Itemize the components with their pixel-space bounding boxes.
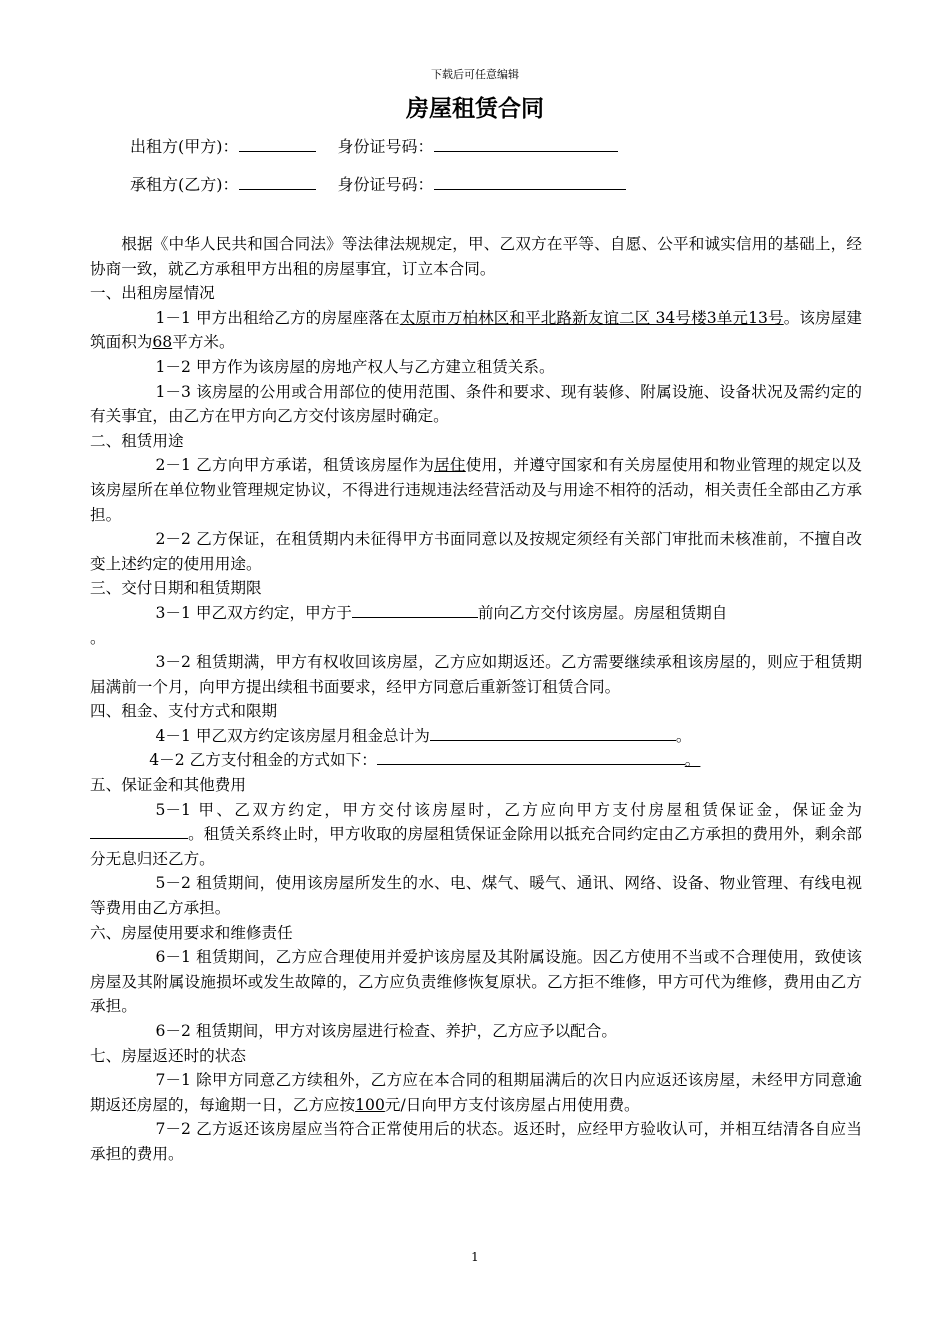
lessor-label: 出租方(甲方)： — [130, 137, 239, 156]
section-2-title: 二、租赁用途 — [90, 431, 184, 450]
property-use: 居住 — [434, 456, 466, 475]
property-area: 68 — [152, 333, 173, 352]
clause-3-2: 3－2 租赁期满，甲方有权收回该房屋，乙方应如期返还。乙方需要继续承租该房屋的，则应于租赁期届满前一个月，向甲方提出续租书面要求，经甲方同意后重新签订租赁合同。 — [90, 653, 862, 696]
deposit-field[interactable] — [90, 823, 188, 839]
page-number: 1 — [471, 1250, 479, 1264]
lessee-id-field[interactable] — [434, 175, 626, 190]
intro-paragraph: 根据《中华人民共和国合同法》等法律法规规定，甲、乙双方在平等、自愿、公平和诚实信用的基础上，经协商一致，就乙方承租甲方出租的房屋事宜，订立本合同。 — [90, 235, 862, 278]
section-4-title: 四、租金、支付方式和限期 — [90, 702, 278, 721]
section-7-title: 七、房屋返还时的状态 — [90, 1046, 246, 1065]
clause-4-2: 4－2 乙方支付租金的方式如下： 。 — [149, 751, 701, 770]
clause-1-3: 1－3 该房屋的公用或合用部位的使用范围、条件和要求、现有装修、附属设施、设备状况及需约定的有关事宜，由乙方在甲方向乙方交付该房屋时确定。 — [90, 382, 862, 426]
clause-2-1: 2－1 乙方向甲方承诺，租赁该房屋作为居住使用，并遵守国家和有关房屋使用和物业管理的规定以及该房屋所在单位物业管理规定协议，不得进行违规违法经营活动及与用途不相符的活动，相关责任全部由乙方承担。 — [90, 456, 862, 524]
section-6-title: 六、房屋使用要求和维修责任 — [90, 923, 293, 942]
overdue-fee: 100 — [355, 1095, 385, 1114]
clause-7-1: 7－1 除甲方同意乙方续租外，乙方应在本合同的租期届满后的次日内应返还该房屋，未经甲方同意逾期返还房屋的，每逾期一日，乙方应按100元/日向甲方支付该房屋占用使用费。 — [90, 1071, 862, 1114]
clause-6-2: 6－2 租赁期间，甲方对该房屋进行检查、养护，乙方应予以配合。 — [155, 1022, 617, 1040]
lessor-line — [130, 134, 618, 157]
delivery-date-field[interactable] — [352, 602, 478, 618]
clause-6-1: 6－1 租赁期间，乙方应合理使用并爱护该房屋及其附属设施。因乙方使用不当或不合理使用，致使该房屋及其附属设施损坏或发生故障的，乙方应负责维修恢复原状。乙方拒不维修，甲方可代为维修，费用由乙方承担。 — [90, 948, 862, 1016]
clause-7-2: 7－2 乙方返还该房屋应当符合正常使用后的状态。返还时，应经甲方验收认可，并相互结清各自应当承担的费用。 — [90, 1120, 862, 1163]
header-note: 下载后可任意编辑 — [431, 68, 519, 81]
lessee-id-label: 身份证号码： — [337, 175, 434, 194]
lessee-line — [130, 172, 626, 195]
lessee-label: 承租方(乙方)： — [130, 175, 239, 194]
contract-body — [90, 232, 862, 1167]
clause-3-1: 3－1 甲乙双方约定，甲方于 前向乙方交付该房屋。房屋租赁期自 。 — [90, 603, 728, 647]
section-1-title: 一、出租房屋情况 — [90, 284, 215, 303]
lessor-name-field[interactable] — [239, 137, 316, 152]
clause-1-1: 1－1 甲方出租给乙方的房屋座落在太原市万柏林区和平北路新友谊二区 34号楼3单元13号。该房屋建筑面积为68平方米。 — [90, 308, 862, 352]
lessor-id-field[interactable] — [434, 137, 618, 152]
lessee-name-field[interactable] — [239, 175, 316, 190]
monthly-rent-field[interactable] — [430, 725, 676, 741]
payment-method-field[interactable] — [377, 749, 685, 765]
clause-5-2: 5－2 租赁期间，使用该房屋所发生的水、电、煤气、暖气、通讯、网络、设备、物业管理、有线电视等费用由乙方承担。 — [90, 874, 862, 918]
page-title: 房屋租赁合同 — [406, 96, 544, 122]
clause-2-2: 2－2 乙方保证，在租赁期内未征得甲方书面同意以及按规定须经有关部门审批而未核准前，不擅自改变上述约定的使用用途。 — [90, 530, 862, 573]
clause-1-2: 1－2 甲方作为该房屋的房地产权人与乙方建立租赁关系。 — [155, 357, 555, 376]
property-address: 太原市万柏林区和平北路新友谊二区 34号楼3单元13号 — [399, 308, 784, 327]
lessor-id-label: 身份证号码： — [337, 137, 434, 156]
section-3-title: 三、交付日期和租赁期限 — [90, 579, 262, 598]
clause-5-1: 5－1 甲、乙双方约定，甲方交付该房屋时，乙方应向甲方支付房屋租赁保证金，保证金为。租赁关系终止时，甲方收取的房屋租赁保证金除用以抵充合同约定由乙方承担的费用外，剩余部分无息归还乙方。 — [90, 800, 862, 868]
section-5-title: 五、保证金和其他费用 — [90, 776, 246, 795]
clause-4-1: 4－1 甲乙双方约定该房屋月租金总计为 。 — [155, 726, 692, 745]
